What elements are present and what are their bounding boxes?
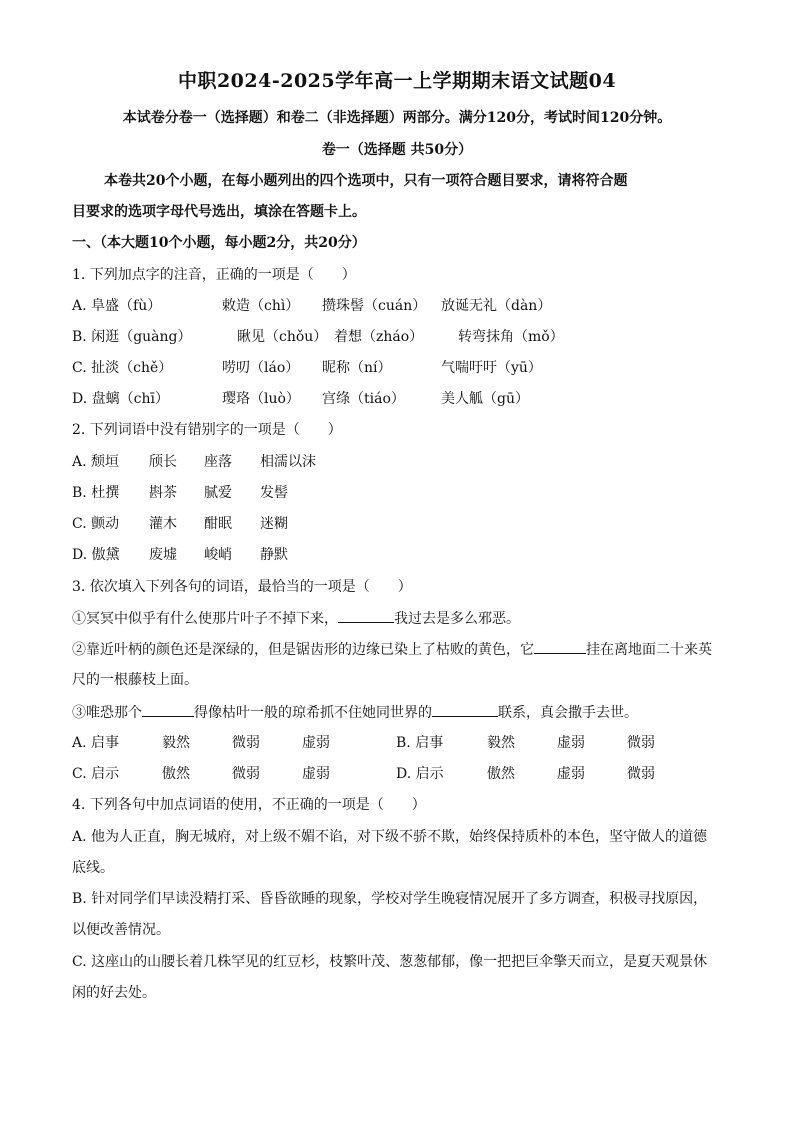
q3-option-a-4: 虚弱 — [302, 735, 330, 751]
q4-option-a-line2: 底线。 — [72, 860, 114, 876]
q2-option-a-2: 颀长 — [149, 454, 177, 470]
q2-option-b-4: 发髻 — [260, 485, 288, 501]
q1-option-d-3: 宫绦（tiáo） — [322, 391, 405, 407]
question-4-stem: 4. 下列各句中加点词语的使用，不正确的一项是（ ） — [72, 797, 426, 813]
q3-option-d-1: D. 启示 — [396, 766, 444, 782]
q3-option-b-4: 微弱 — [627, 735, 655, 751]
q3-sentence-1 — [72, 608, 520, 629]
q3-blank-4 — [432, 702, 498, 717]
q1-option-b-1: B. 闲逛（guàng） — [72, 329, 192, 345]
q2-option-a-3: 座落 — [204, 454, 232, 470]
q2-option-c-3: 酣眠 — [204, 516, 232, 532]
q1-option-c-4: 气喘吁吁（yū） — [441, 360, 542, 376]
q4-option-b-line1: B. 针对同学们早读没精打采、昏昏欲睡的现象，学校对学生晚寝情况展开了多方调查，积极寻找原因， — [72, 891, 708, 907]
q3-option-c-2: 傲然 — [162, 766, 190, 782]
question-2-stem: 2. 下列词语中没有错别字的一项是（ ） — [72, 422, 342, 438]
q3-option-b-2: 毅然 — [487, 735, 515, 751]
exam-intro: 本试卷分卷一（选择题）和卷二（非选择题）两部分。满分120分，考试时间120分钟。 — [122, 110, 672, 126]
q1-option-a-4: 放诞无礼（dàn） — [441, 298, 552, 314]
q2-option-c-4: 迷糊 — [260, 516, 288, 532]
q1-option-b-3: 着想（zháo） — [334, 329, 424, 345]
q1-option-b-4: 转弯抹角（mǒ） — [458, 329, 564, 345]
q1-option-a-2: 敕造（chì） — [222, 298, 300, 314]
q1-option-d-1: D. 盘螭（chī） — [72, 391, 169, 407]
q3-option-c-3: 微弱 — [232, 766, 260, 782]
q2-option-d-3: 峻峭 — [204, 547, 232, 563]
q1-option-b-2: 瞅见（chǒu） — [237, 329, 328, 345]
q3-option-d-2: 傲然 — [487, 766, 515, 782]
q3-blank-3 — [142, 702, 194, 717]
q3-sentence-3-part-a: ③唯恐那个 — [72, 705, 142, 721]
q3-option-a-2: 毅然 — [162, 735, 190, 751]
q3-option-b-3: 虚弱 — [557, 735, 585, 751]
q2-option-c-2: 灌木 — [149, 516, 177, 532]
q2-option-c-1: C. 颤动 — [72, 516, 120, 532]
q2-option-d-2: 废墟 — [149, 547, 177, 563]
q3-blank-1 — [338, 608, 394, 623]
q1-option-d-4: 美人觚（gū） — [441, 391, 529, 407]
q1-option-c-2: 唠叨（láo） — [222, 360, 300, 376]
q3-option-b-1: B. 启事 — [396, 735, 444, 751]
section1-heading: 一、（本大题10个小题，每小题2分，共20分） — [72, 235, 366, 251]
q4-option-c-line1: C. 这座山的山腰长着几株罕见的红豆杉，枝繁叶茂、葱葱郁郁，像一把把巨伞擎天而立，是夏天观景休 — [72, 954, 708, 970]
q3-option-a-3: 微弱 — [232, 735, 260, 751]
q1-option-a-1: A. 阜盛（fù） — [72, 298, 162, 314]
q2-option-d-1: D. 傲黛 — [72, 547, 120, 563]
q3-sentence-1-part-b: 我过去是多么邪恶。 — [394, 611, 520, 627]
q3-blank-2 — [534, 639, 586, 654]
q3-sentence-2-cont: 尺的一根藤枝上面。 — [72, 672, 198, 688]
exam-title: 中职2024-2025学年高一上学期期末语文试题04 — [177, 70, 617, 92]
q4-option-b-line2: 以便改善情况。 — [72, 922, 170, 938]
q2-option-a-1: A. 颓垣 — [72, 454, 120, 470]
q3-sentence-2 — [72, 639, 712, 660]
q3-option-d-4: 微弱 — [627, 766, 655, 782]
question-1-stem: 1. 下列加点字的注音，正确的一项是（ ） — [72, 267, 356, 283]
q4-option-c-line2: 闲的好去处。 — [72, 985, 156, 1001]
part1-heading: 卷一（选择题 共50分） — [321, 142, 473, 158]
q3-sentence-2-part-b: 挂在离地面二十来英 — [586, 642, 712, 658]
q2-option-b-2: 斟茶 — [149, 485, 177, 501]
q2-option-b-3: 腻爱 — [204, 485, 232, 501]
q1-option-d-2: 璎珞（luò） — [222, 391, 300, 407]
q3-option-c-1: C. 启示 — [72, 766, 120, 782]
q3-sentence-3-part-c: 联系，真会撒手去世。 — [498, 705, 638, 721]
q2-option-a-4: 相濡以沫 — [260, 454, 316, 470]
q3-sentence-1-part-a: ①冥冥中似乎有什么使那片叶子不掉下来， — [72, 611, 338, 627]
question-3-stem: 3. 依次填入下列各句的词语，最恰当的一项是（ ） — [72, 579, 412, 595]
q2-option-b-1: B. 杜撰 — [72, 485, 120, 501]
q3-sentence-3 — [72, 702, 638, 723]
q1-option-c-1: C. 扯淡（chě） — [72, 360, 173, 376]
q1-option-c-3: 昵称（ní） — [322, 360, 392, 376]
q3-sentence-2-part-a: ②靠近叶柄的颜色还是深绿的，但是锯齿形的边缘已染上了枯败的黄色，它 — [72, 642, 534, 658]
q3-sentence-3-part-b: 得像枯叶一般的琼希抓不住她同世界的 — [194, 705, 432, 721]
q3-option-d-3: 虚弱 — [557, 766, 585, 782]
q1-option-a-3: 攒珠髻（cuán） — [322, 298, 427, 314]
q4-option-a-line1: A. 他为人正直，胸无城府，对上级不媚不谄，对下级不骄不欺，始终保持质朴的本色，坚守做人的道德 — [72, 829, 708, 845]
q3-option-c-4: 虚弱 — [302, 766, 330, 782]
part1-instructions-line2: 目要求的选项字母代号选出，填涂在答题卡上。 — [72, 204, 366, 220]
q2-option-d-4: 静默 — [260, 547, 288, 563]
part1-instructions-line1: 本卷共20个小题，在每小题列出的四个选项中，只有一项符合题目要求，请将符合题 — [104, 173, 628, 189]
q3-option-a-1: A. 启事 — [72, 735, 120, 751]
